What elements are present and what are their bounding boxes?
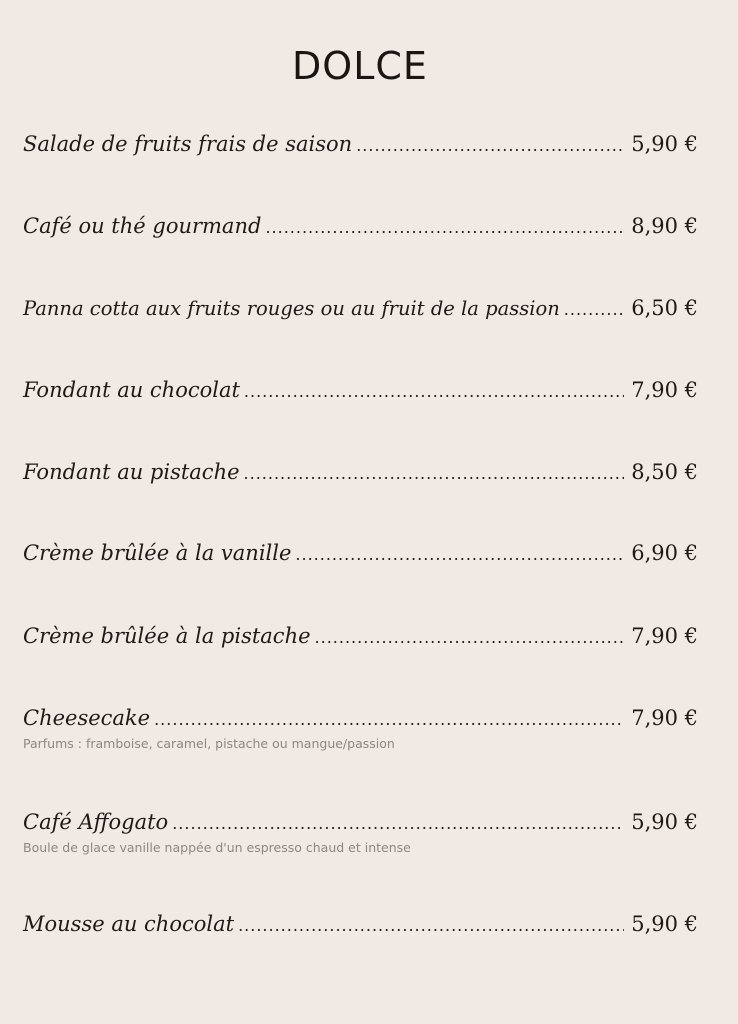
menu-item-creme-brulee-pistache xyxy=(23,624,698,654)
menu-item-description: Parfums : framboise, caramel, pistache ou mangue/passion xyxy=(23,736,395,751)
menu-item-name: Café ou thé gourmand xyxy=(23,214,262,238)
menu-item-creme-brulee-vanille xyxy=(23,541,698,571)
dot-leader xyxy=(244,464,624,483)
menu-item-price: 7,90 € xyxy=(631,624,698,648)
menu-item-name: Fondant au chocolat xyxy=(23,378,240,402)
menu-item-price: 8,90 € xyxy=(631,214,698,238)
menu-item-price: 6,50 € xyxy=(631,296,698,320)
dot-leader xyxy=(172,814,624,833)
dot-leader xyxy=(564,300,624,319)
menu-item-price: 5,90 € xyxy=(631,810,698,834)
menu-item-price: 7,90 € xyxy=(631,378,698,402)
dot-leader xyxy=(356,136,624,155)
page-title: DOLCE xyxy=(292,44,428,88)
dot-leader xyxy=(238,916,624,935)
menu-item-name: Cheesecake xyxy=(23,706,151,730)
menu-item-name: Crème brûlée à la pistache xyxy=(23,624,311,648)
dot-leader xyxy=(154,710,624,729)
dot-leader xyxy=(244,382,624,401)
menu-item-fondant-pistache xyxy=(23,460,698,490)
menu-item-mousse-chocolat xyxy=(23,912,698,942)
menu-item-name: Fondant au pistache xyxy=(23,460,240,484)
dot-leader xyxy=(265,218,624,237)
menu-item-price: 5,90 € xyxy=(631,912,698,936)
menu-item-description: Boule de glace vanille nappée d'un espresso chaud et intense xyxy=(23,840,411,855)
menu-item-price: 7,90 € xyxy=(631,706,698,730)
menu-item-name: Café Affogato xyxy=(23,810,169,834)
menu-item-salade xyxy=(23,132,698,162)
menu-item-name: Panna cotta aux fruits rouges ou au fruit de la passion xyxy=(23,297,560,320)
dot-leader xyxy=(315,628,624,647)
menu-item-price: 8,50 € xyxy=(631,460,698,484)
menu-item-name: Crème brûlée à la vanille xyxy=(23,541,292,565)
menu-item-cafe-affogato xyxy=(23,810,698,855)
menu-item-price: 6,90 € xyxy=(631,541,698,565)
menu-item-panna-cotta xyxy=(23,296,698,326)
menu-item-cheesecake xyxy=(23,706,698,751)
dot-leader xyxy=(295,545,624,564)
menu-item-price: 5,90 € xyxy=(631,132,698,156)
menu-item-cafe-gourmand xyxy=(23,214,698,244)
menu-item-fondant-chocolat xyxy=(23,378,698,408)
menu-item-name: Salade de fruits frais de saison xyxy=(23,132,353,156)
menu-item-name: Mousse au chocolat xyxy=(23,912,235,936)
